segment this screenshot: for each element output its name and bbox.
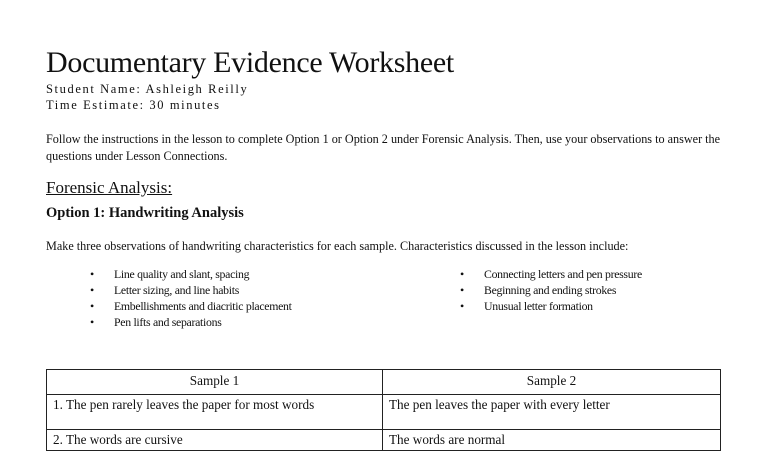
header-sample-2: Sample 2 <box>383 370 721 395</box>
table-cell[interactable]: 2. The words are cursive <box>47 430 383 451</box>
instruction-text: Make three observations of handwriting characteristics for each sample. Characteristics discussed in the lesson include: <box>46 239 629 253</box>
intro-paragraph: Follow the instructions in the lesson to complete Option 1 or Option 2 under Forensic Analysis. Then, use your observations to answer the questions under Lesson Connections. <box>46 132 721 163</box>
table-row <box>47 395 721 430</box>
option-heading: Option 1: Handwriting Analysis <box>46 205 244 221</box>
list-item: • Embellishments and diacritic placement <box>90 298 292 314</box>
time-estimate: Time Estimate: 30 minutes <box>46 98 221 112</box>
characteristics-list-left <box>90 266 292 330</box>
table-cell[interactable]: The pen leaves the paper with every letter <box>383 395 721 430</box>
page-title: Documentary Evidence Worksheet <box>46 46 454 79</box>
table-cell[interactable]: 1. The pen rarely leaves the paper for most words <box>47 395 383 430</box>
samples-table <box>46 369 721 451</box>
list-item: • Pen lifts and separations <box>90 314 292 330</box>
table-cell[interactable]: The words are normal <box>383 430 721 451</box>
table-header-row <box>47 370 721 395</box>
student-name: Student Name: Ashleigh Reilly <box>46 82 249 96</box>
characteristics-list-right <box>460 266 642 314</box>
section-heading: Forensic Analysis: <box>46 178 173 197</box>
table-row <box>47 430 721 451</box>
header-sample-1: Sample 1 <box>47 370 383 395</box>
list-item: • Connecting letters and pen pressure <box>460 266 642 282</box>
list-item: • Letter sizing, and line habits <box>90 282 292 298</box>
list-item: • Beginning and ending strokes <box>460 282 642 298</box>
list-item: • Unusual letter formation <box>460 298 642 314</box>
list-item: • Line quality and slant, spacing <box>90 266 292 282</box>
